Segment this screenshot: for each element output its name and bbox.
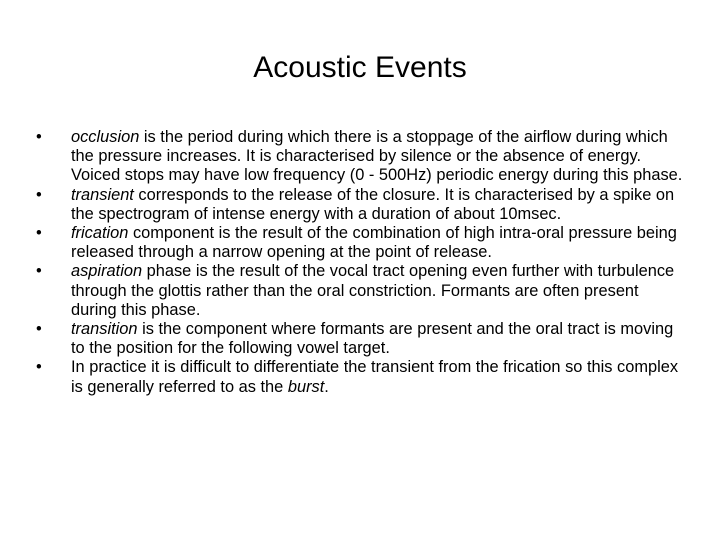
bullet-icon: • <box>36 358 42 377</box>
bullet-icon: • <box>36 224 42 243</box>
bullet-text: corresponds to the release of the closure. It is characterised by a spike on the spectrogram of intense energy with a duration of about 10msec. <box>71 185 675 223</box>
bullet-transition <box>36 320 686 358</box>
bullet-text: component is the result of the combination of high intra-oral pressure being released through a narrow opening at the point of release. <box>71 224 677 262</box>
bullet-frication <box>36 224 686 262</box>
term-aspiration: aspiration <box>71 262 143 281</box>
bullet-occlusion <box>36 128 686 186</box>
bullet-text: is the component where formants are present and the oral tract is moving to the position for the following vowel target. <box>71 320 674 358</box>
bullet-text: phase is the result of the vocal tract opening even further with turbulence through the glottis rather than the oral constriction. Formants are often present during this phase. <box>71 262 675 319</box>
term-burst: burst <box>287 377 325 396</box>
term-transition: transition <box>71 320 138 339</box>
bullet-aspiration <box>36 262 686 320</box>
bullet-icon: • <box>36 320 42 339</box>
bullet-icon: • <box>36 128 42 146</box>
bullet-text-end: . <box>324 377 329 396</box>
bullet-icon: • <box>36 262 42 281</box>
slide-title: Acoustic Events <box>253 51 467 84</box>
bullet-transient <box>36 186 686 224</box>
bullet-burst <box>36 358 686 396</box>
bullet-list <box>36 128 686 397</box>
bullet-icon: • <box>36 185 42 204</box>
bullet-text: In practice it is difficult to differentiate the transient from the frication so this complex is generally referred to as the <box>71 358 679 396</box>
term-frication: frication <box>71 224 129 243</box>
bullet-text: is the period during which there is a stoppage of the airflow during which the pressure increases. It is characterised by silence or the absence of energy. Voiced stops may have low frequency (0 - 500Hz) periodic energy during this phase. <box>71 128 683 185</box>
term-transient: transient <box>71 185 134 204</box>
term-occlusion: occlusion <box>71 128 140 146</box>
